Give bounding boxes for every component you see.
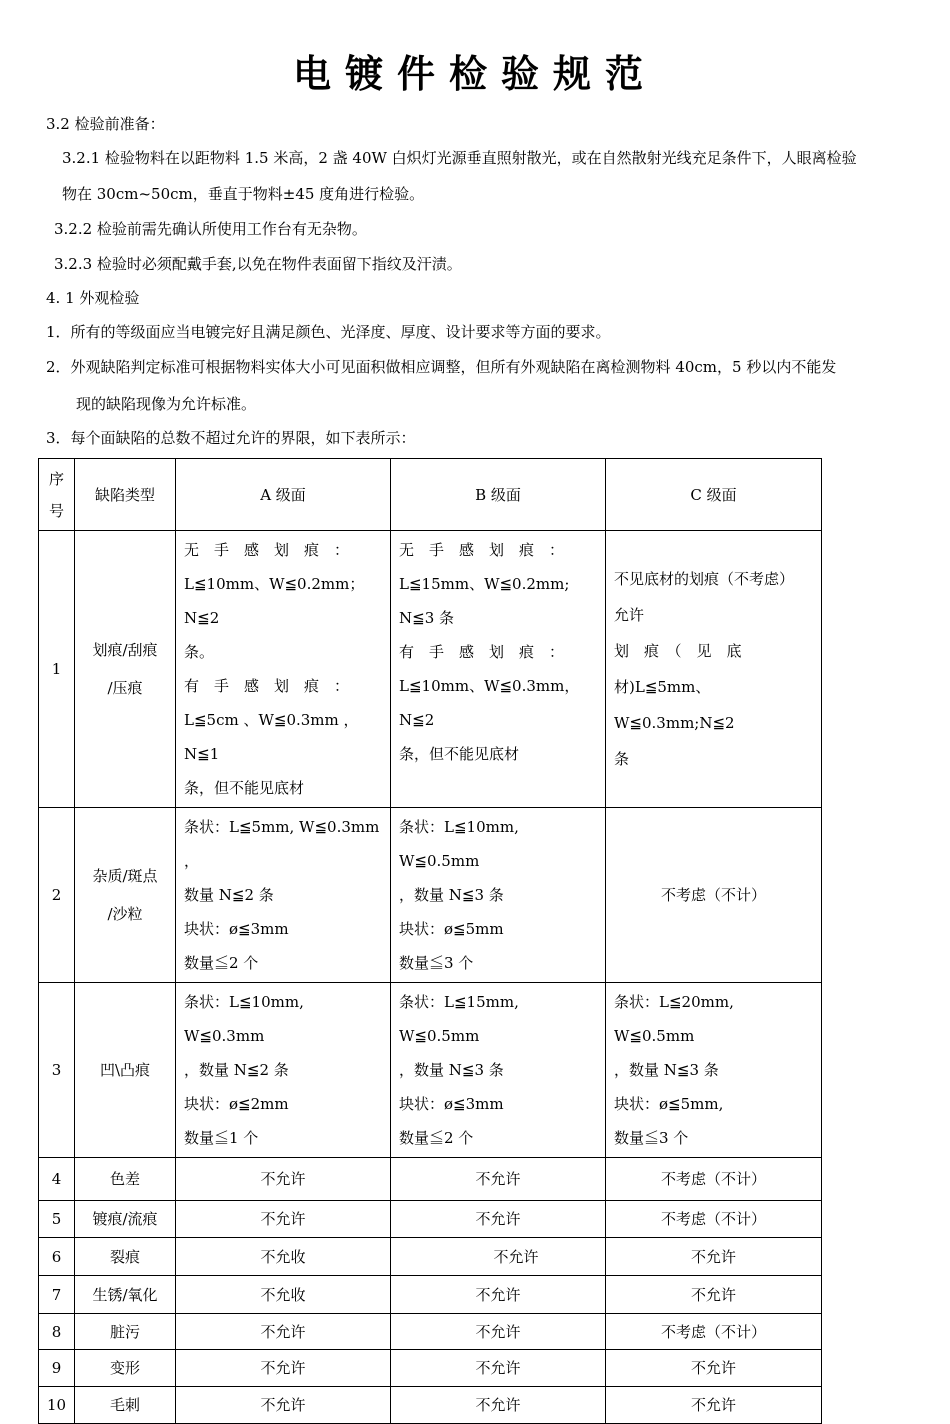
- item-1: 1．所有的等级面应当电镀完好且满足颜色、光泽度、厚度、设计要求等方面的要求。: [46, 323, 611, 341]
- table-row: [39, 983, 822, 1158]
- table-row: [39, 1276, 822, 1314]
- row-type: 色差: [75, 1158, 176, 1201]
- table-row: [39, 1158, 822, 1201]
- cell-b: 条状：L≦15mm, W≦0.5mm ，数量 N≦3 条 块状：ø≦3mm 数量≦2 个: [391, 983, 606, 1158]
- cell-b: 不允许: [391, 1314, 606, 1350]
- row-type: 杂质/斑点 /沙粒: [75, 808, 176, 983]
- cell-c: 不允许: [606, 1387, 822, 1424]
- row-type: 裂痕: [75, 1238, 176, 1276]
- row-type: 镀痕/流痕: [75, 1201, 176, 1238]
- section-3-2-1-line2: 物在 30cm~50cm，垂直于物料±45 度角进行检验。: [62, 185, 425, 203]
- cell-a: 不允许: [176, 1158, 391, 1201]
- table-row: [39, 808, 822, 983]
- cell-a: 不允收: [176, 1238, 391, 1276]
- cell-a: 不允许: [176, 1350, 391, 1387]
- cell-a: 条状：L≦10mm, W≦0.3mm ，数量 N≦2 条 块状：ø≦2mm 数量≦1 个: [176, 983, 391, 1158]
- cell-a: 不允许: [176, 1314, 391, 1350]
- cell-b: 不允许: [391, 1201, 606, 1238]
- item-3: 3．每个面缺陷的总数不超过允许的界限，如下表所示：: [46, 429, 416, 447]
- page-title: 电镀件检验规范: [292, 52, 657, 96]
- item-2-line2: 现的缺陷现像为允许标准。: [76, 395, 257, 413]
- header-c: C 级面: [606, 459, 822, 531]
- table-header-row: [39, 459, 822, 531]
- row-no: 5: [39, 1201, 75, 1238]
- cell-a: 不允许: [176, 1387, 391, 1424]
- cell-b: 不允许: [391, 1158, 606, 1201]
- table-row: [39, 1314, 822, 1350]
- row-type: 变形: [75, 1350, 176, 1387]
- row-type: 生锈/氧化: [75, 1276, 176, 1314]
- cell-b: 不允许: [391, 1276, 606, 1314]
- cell-c: 不见底材的划痕（不考虑） 允许 划 痕 （ 见 底 材)L≦5mm、W≦0.3mm;N≦2 条: [606, 531, 822, 808]
- header-a: A 级面: [176, 459, 391, 531]
- row-type: 毛刺: [75, 1387, 176, 1424]
- row-type: 划痕/刮痕 /压痕: [75, 531, 176, 808]
- row-no: 10: [39, 1387, 75, 1424]
- section-4-1-heading: 4. 1 外观检验: [46, 289, 140, 307]
- row-no: 2: [39, 808, 75, 983]
- row-no: 9: [39, 1350, 75, 1387]
- cell-a: 无 手 感 划 痕 ： L≦10mm、W≦0.2mm；N≦2 条。 有 手 感 划 痕 ： L≦5cm 、W≦0.3mm ，N≦1 条，但不能见底材: [176, 531, 391, 808]
- cell-b: 无 手 感 划 痕 ： L≦15mm、W≦0.2mm; N≦3 条 有 手 感 划 痕 ： L≦10mm、W≦0.3mm，N≦2 条，但不能见底材: [391, 531, 606, 808]
- item-2-line1: 2．外观缺陷判定标准可根据物料实体大小可见面积做相应调整，但所有外观缺陷在离检测物料 40cm，5 秒以内不能发: [46, 358, 837, 376]
- table-row: [39, 1350, 822, 1387]
- row-no: 7: [39, 1276, 75, 1314]
- cell-c: 不考虑（不计）: [606, 1314, 822, 1350]
- header-b: B 级面: [391, 459, 606, 531]
- table-row: [39, 1387, 822, 1424]
- section-3-2-2: 3.2.2 检验前需先确认所使用工作台有无杂物。: [54, 220, 367, 238]
- table-row: [39, 531, 822, 808]
- cell-a: 不允许: [176, 1201, 391, 1238]
- defect-table: [38, 458, 822, 1424]
- table-row: [39, 1238, 822, 1276]
- cell-b: 不允许: [391, 1238, 606, 1276]
- row-no: 4: [39, 1158, 75, 1201]
- row-no: 8: [39, 1314, 75, 1350]
- section-3-2-3: 3.2.3 检验时必须配戴手套,以免在物件表面留下指纹及汗渍。: [54, 255, 462, 273]
- cell-c: 不允许: [606, 1350, 822, 1387]
- table-row: [39, 1201, 822, 1238]
- cell-b: 不允许: [391, 1387, 606, 1424]
- row-no: 6: [39, 1238, 75, 1276]
- cell-c: 条状：L≦20mm, W≦0.5mm ，数量 N≦3 条 块状：ø≦5mm, 数量≦3 个: [606, 983, 822, 1158]
- row-no: 1: [39, 531, 75, 808]
- cell-a: 条状：L≦5mm, W≦0.3mm ， 数量 N≦2 条 块状：ø≦3mm 数量≦2 个: [176, 808, 391, 983]
- row-type: 凹\凸痕: [75, 983, 176, 1158]
- section-3-2-heading: 3.2 检验前准备：: [46, 115, 165, 133]
- cell-c: 不考虑（不计）: [606, 1201, 822, 1238]
- cell-c: 不考虑（不计）: [606, 1158, 822, 1201]
- section-3-2-1-line1: 3.2.1 检验物料在以距物料 1.5 米高，2 盏 40W 白炽灯光源垂直照射散光，或在自然散射光线充足条件下，人眼离检验: [62, 149, 857, 167]
- cell-c: 不考虑（不计）: [606, 808, 822, 983]
- cell-a: 不允收: [176, 1276, 391, 1314]
- cell-b: 条状：L≦10mm, W≦0.5mm ，数量 N≦3 条 块状：ø≦5mm 数量≦3 个: [391, 808, 606, 983]
- header-no: 序 号: [39, 459, 75, 531]
- row-type: 脏污: [75, 1314, 176, 1350]
- cell-b: 不允许: [391, 1350, 606, 1387]
- cell-c: 不允许: [606, 1238, 822, 1276]
- row-no: 3: [39, 983, 75, 1158]
- header-type: 缺陷类型: [75, 459, 176, 531]
- cell-c: 不允许: [606, 1276, 822, 1314]
